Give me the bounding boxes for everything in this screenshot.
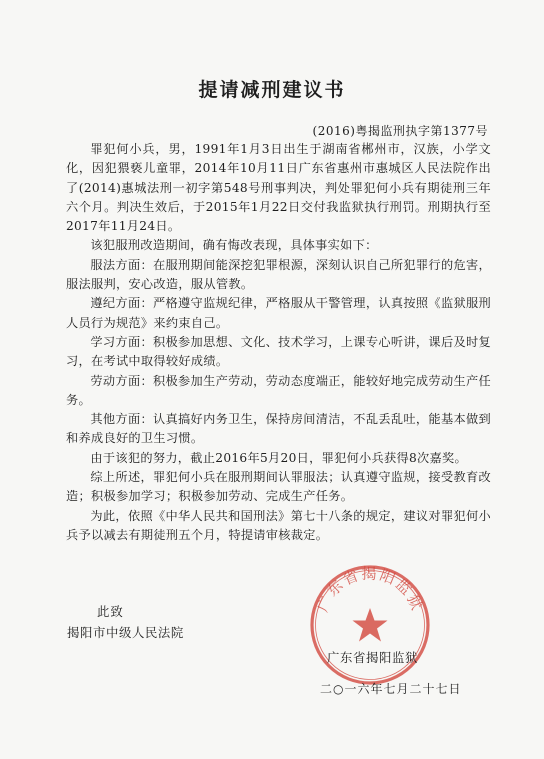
svg-text:广东省揭阳监狱 [313,565,426,615]
paragraph-commendations: 由于该犯的努力，截止2016年5月20日，罪犯何小兵获得8次嘉奖。 [90,450,468,465]
paragraph-other: 其他方面：认真搞好内务卫生，保持房间清洁，不乱丢乱吐，能基本做到和养成良好的卫生习惯。 [66,412,491,446]
seal-text: 广东省揭阳监狱 [313,564,427,615]
seal-star-icon [353,608,388,642]
paragraph-intro: 该犯服刑改造期间，确有悔改表现，具体事实如下： [90,238,378,253]
document-body [66,140,491,545]
paragraph-recommendation: 为此，依照《中华人民共和国刑法》第七十八条的规定，建议对罪犯何小兵予以减去有期徒刑五个月，特提请审核裁定。 [66,508,491,542]
signature-date: 二○一六年七月二十七日 [320,682,462,696]
closing-salutation: 此致 [97,604,124,619]
document-title: 提请减刑建议书 [198,79,346,101]
document-number: (2016)粤揭监刑执字第1377号 [312,124,488,138]
signature-organization: 广东省揭阳监狱 [327,650,418,665]
paragraph-study: 学习方面：积极参加思想、文化、技术学习，上课专心听讲，课后及时复习，在考试中取得较好成绩。 [66,334,491,369]
paragraph-summary: 综上所述，罪犯何小兵在服刑期间认罪服法；认真遵守监规，接受教育改造；积极参加学习；积极参加劳动、完成生产任务。 [66,470,491,504]
paragraph-labor: 劳动方面：积极参加生产劳动，劳动态度端正，能较好地完成劳动生产任务。 [66,373,491,407]
paragraph-criminal-info: 罪犯何小兵，男，1991年1月3日出生于湖南省郴州市，汉族，小学文化，因犯猥亵儿童罪，2014年10月11日广东省惠州市惠城区人民法院作出了(2014)惠城法刑一初字第548号刑事判决，判处罪犯何小兵有期徒刑三年六个月。判决生效后，于2015年1月22日交付我监狱执行刑罚。刑期执行至2017年11月24日。 [66,142,491,234]
paragraph-obedience: 服法方面：在服刑期间能深挖犯罪根源，深刻认识自己所犯罪行的危害，服法服判，安心改造，服从管教。 [66,257,491,292]
paragraph-discipline: 遵纪方面：严格遵守监规纪律，严格服从干警管理，认真按照《监狱服刑人员行为规范》来约束自己。 [66,296,491,330]
official-seal-stamp [305,560,435,690]
recipient-court: 揭阳市中级人民法院 [67,625,184,640]
